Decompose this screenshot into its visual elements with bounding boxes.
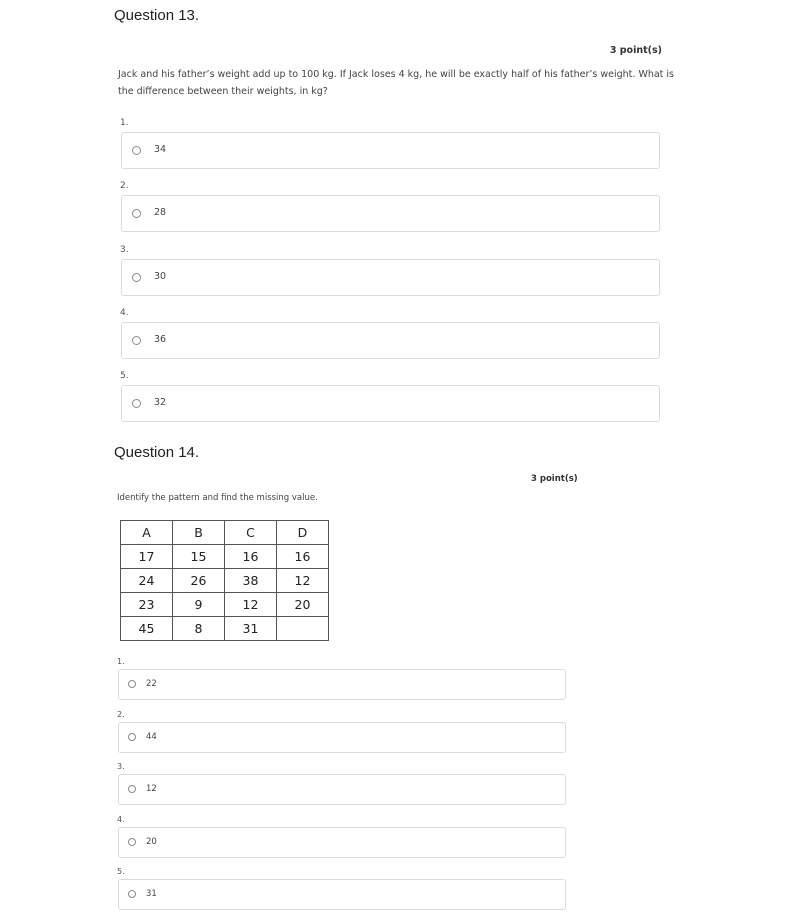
radio-button-icon[interactable] xyxy=(128,680,136,688)
question-text xyxy=(118,66,678,100)
table-cell: 8 xyxy=(173,617,225,641)
table-row xyxy=(121,593,329,617)
table-cell: 20 xyxy=(277,593,329,617)
table-row xyxy=(121,545,329,569)
option-label: 30 xyxy=(154,271,167,282)
option-number: 1. xyxy=(117,657,125,666)
table-cell: 16 xyxy=(225,545,277,569)
table-header-cell: A xyxy=(121,521,173,545)
option-label: 44 xyxy=(146,732,157,742)
table-cell: 23 xyxy=(121,593,173,617)
answer-option-2[interactable] xyxy=(121,195,660,232)
option-number: 2. xyxy=(117,710,125,719)
table-cell: 12 xyxy=(225,593,277,617)
radio-button-icon[interactable] xyxy=(132,209,141,218)
option-number: 5. xyxy=(117,867,125,876)
radio-button-icon[interactable] xyxy=(132,146,141,155)
table-header-cell: D xyxy=(277,521,329,545)
table-cell: 15 xyxy=(173,545,225,569)
radio-button-icon[interactable] xyxy=(128,838,136,846)
table-cell: 24 xyxy=(121,569,173,593)
radio-button-icon[interactable] xyxy=(128,733,136,741)
radio-button-icon[interactable] xyxy=(128,890,136,898)
table-header-cell: C xyxy=(225,521,277,545)
table-cell: 9 xyxy=(173,593,225,617)
answer-option-2[interactable] xyxy=(118,722,566,753)
option-number: 3. xyxy=(120,245,129,255)
option-label: 32 xyxy=(154,397,167,408)
option-label: 12 xyxy=(146,784,157,794)
table-header-row xyxy=(121,521,329,545)
answer-option-4[interactable] xyxy=(118,827,566,858)
pattern-table xyxy=(120,520,329,641)
question-title: Question 14. xyxy=(114,444,200,461)
option-label: 31 xyxy=(146,889,157,899)
table-cell: 17 xyxy=(121,545,173,569)
points-label: 3 point(s) xyxy=(531,474,578,484)
answer-option-3[interactable] xyxy=(118,774,566,805)
question-title: Question 13. xyxy=(114,7,200,24)
option-label: 28 xyxy=(154,207,167,218)
question-text-line: Jack and his father’s weight add up to 100 kg. If Jack loses 4 kg, he will be exactly half of his father’s weight. What is xyxy=(118,69,675,80)
radio-button-icon[interactable] xyxy=(132,273,141,282)
question-text: Identify the pattern and find the missing value. xyxy=(117,493,318,503)
answer-option-5[interactable] xyxy=(121,385,660,422)
option-label: 36 xyxy=(154,334,167,345)
option-label: 20 xyxy=(146,837,157,847)
table-cell: 31 xyxy=(225,617,277,641)
points-label: 3 point(s) xyxy=(609,45,662,56)
table-row xyxy=(121,617,329,641)
answer-option-3[interactable] xyxy=(121,259,660,296)
table-cell: 12 xyxy=(277,569,329,593)
answer-option-1[interactable] xyxy=(118,669,566,700)
answer-option-5[interactable] xyxy=(118,879,566,910)
option-number: 1. xyxy=(120,118,129,128)
answer-option-4[interactable] xyxy=(121,322,660,359)
option-number: 4. xyxy=(120,308,129,318)
question-text-line: the difference between their weights, in kg? xyxy=(118,86,328,97)
table-header-cell: B xyxy=(173,521,225,545)
table-cell xyxy=(277,617,329,641)
table-cell: 38 xyxy=(225,569,277,593)
option-number: 5. xyxy=(120,371,129,381)
table-cell: 26 xyxy=(173,569,225,593)
table-row xyxy=(121,569,329,593)
radio-button-icon[interactable] xyxy=(128,785,136,793)
option-label: 22 xyxy=(146,679,157,689)
option-label: 34 xyxy=(154,144,167,155)
radio-button-icon[interactable] xyxy=(132,399,141,408)
table-cell: 16 xyxy=(277,545,329,569)
answer-option-1[interactable] xyxy=(121,132,660,169)
table-cell: 45 xyxy=(121,617,173,641)
option-number: 4. xyxy=(117,815,125,824)
radio-button-icon[interactable] xyxy=(132,336,141,345)
option-number: 3. xyxy=(117,762,125,771)
option-number: 2. xyxy=(120,181,129,191)
